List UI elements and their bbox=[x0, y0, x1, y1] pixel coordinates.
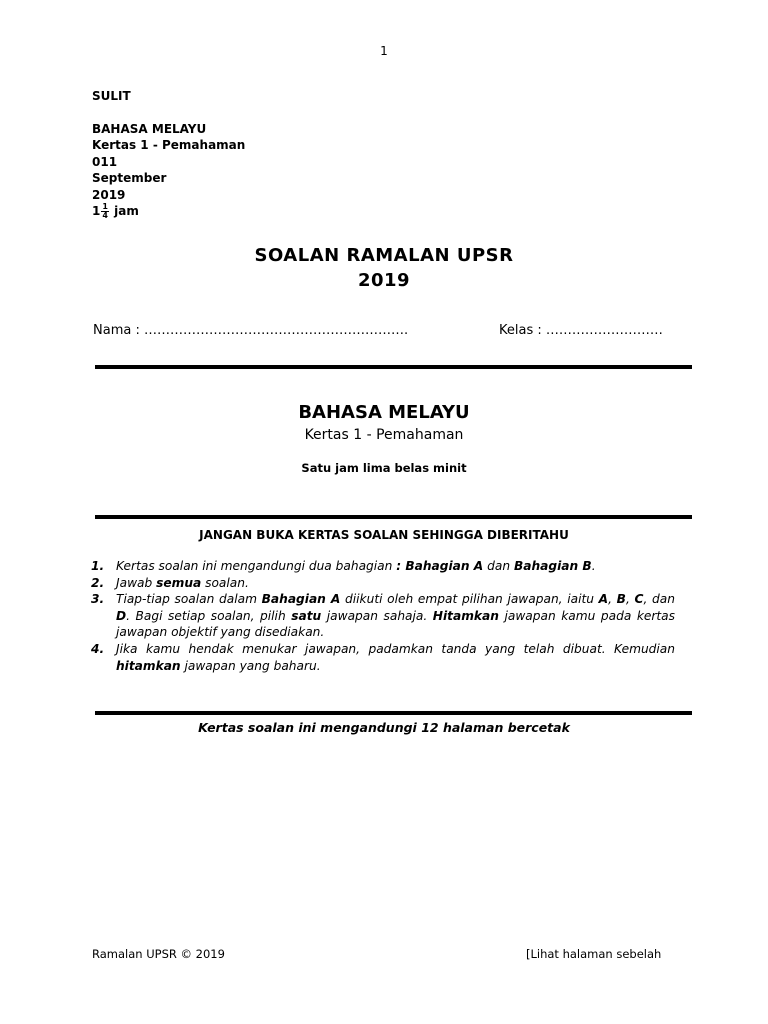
instruction-item bbox=[91, 575, 675, 592]
name-field: Nama : ……………………………………………………. bbox=[93, 323, 409, 338]
classification-label: SULIT bbox=[92, 89, 131, 103]
instruction-bold: satu bbox=[291, 608, 322, 623]
instruction-text: Jika kamu hendak menukar jawapan, padamkan tanda yang telah dibuat. Kemudian bbox=[116, 641, 675, 656]
instruction-number: 1. bbox=[91, 559, 105, 573]
instruction-bold: D bbox=[116, 608, 127, 623]
instruction-item bbox=[91, 591, 675, 641]
instruction-text: diikuti oleh empat pilihan jawapan, iaitu bbox=[340, 592, 599, 607]
instruction-text: , bbox=[625, 592, 635, 607]
fraction-numerator: 1 bbox=[102, 202, 108, 211]
instruction-bold: : Bahagian A bbox=[396, 559, 484, 573]
instruction-number: 2. bbox=[91, 575, 105, 590]
main-title-line1: SOALAN RAMALAN UPSR bbox=[254, 245, 514, 266]
duration-whole: 1 bbox=[92, 204, 101, 218]
instruction-bold: C bbox=[634, 592, 644, 607]
subject-subtitle: Kertas 1 - Pemahaman bbox=[304, 427, 464, 443]
instruction-text: jawapan kamu pada kertas jawapan objektif yang disediakan. bbox=[116, 608, 675, 640]
instruction-text: soalan. bbox=[201, 575, 249, 590]
paper-label: Kertas 1 - Pemahaman bbox=[92, 138, 246, 152]
exam-month: September bbox=[92, 171, 167, 185]
subject-label: BAHASA MELAYU bbox=[92, 121, 207, 136]
instruction-number: 3. bbox=[91, 592, 105, 607]
page-number: 1 bbox=[380, 44, 388, 58]
paper-header bbox=[92, 88, 245, 220]
pages-note: Kertas soalan ini mengandungi 12 halaman bercetak bbox=[198, 720, 570, 735]
instruction-bold: semua bbox=[156, 575, 202, 590]
main-title-line2: 2019 bbox=[357, 270, 411, 291]
instruction-text: jawapan sahaja. bbox=[321, 608, 433, 623]
subject-duration: Satu jam lima belas minit bbox=[301, 461, 467, 475]
instruction-bold: A bbox=[598, 592, 609, 607]
main-title bbox=[0, 243, 768, 293]
instruction-text: dan bbox=[483, 559, 514, 573]
footer-copyright: Ramalan UPSR © 2019 bbox=[92, 947, 225, 961]
divider-rule-2 bbox=[95, 515, 692, 519]
class-field: Kelas : ……………………… bbox=[499, 323, 663, 338]
paper-code: 011 bbox=[92, 154, 118, 169]
subject-title: BAHASA MELAYU bbox=[298, 402, 470, 423]
fraction-denominator: 4 bbox=[102, 211, 108, 220]
instruction-text: Tiap-tiap soalan dalam bbox=[116, 592, 262, 607]
instruction-number: 4. bbox=[91, 641, 105, 656]
warning-notice: JANGAN BUKA KERTAS SOALAN SEHINGGA DIBERITAHU bbox=[199, 528, 569, 542]
instruction-item bbox=[91, 558, 675, 575]
footer-next-page: [Lihat halaman sebelah bbox=[526, 947, 662, 961]
instruction-text: , bbox=[608, 592, 617, 607]
exam-year: 2019 bbox=[92, 187, 126, 202]
exam-duration bbox=[92, 203, 245, 220]
instruction-text: . Bagi setiap soalan, pilih bbox=[126, 608, 292, 623]
duration-fraction bbox=[101, 203, 109, 220]
instruction-text: . bbox=[591, 559, 596, 573]
instruction-text: , dan bbox=[643, 592, 675, 607]
instruction-text: jawapan yang baharu. bbox=[180, 658, 321, 673]
instruction-item bbox=[91, 641, 675, 674]
divider-rule-3 bbox=[95, 711, 692, 715]
instruction-bold: Bahagian B bbox=[513, 559, 592, 573]
instruction-bold: Bahagian A bbox=[261, 592, 341, 607]
instruction-bold: Hitamkan bbox=[432, 608, 499, 623]
duration-unit: jam bbox=[114, 204, 139, 218]
instruction-bold: B bbox=[616, 592, 626, 607]
instruction-text: Kertas soalan ini mengandungi dua bahagian bbox=[116, 559, 397, 573]
instruction-text: Jawab bbox=[116, 575, 157, 590]
divider-rule-1 bbox=[95, 365, 692, 369]
instruction-bold: hitamkan bbox=[116, 658, 181, 673]
instructions-list bbox=[91, 558, 675, 674]
